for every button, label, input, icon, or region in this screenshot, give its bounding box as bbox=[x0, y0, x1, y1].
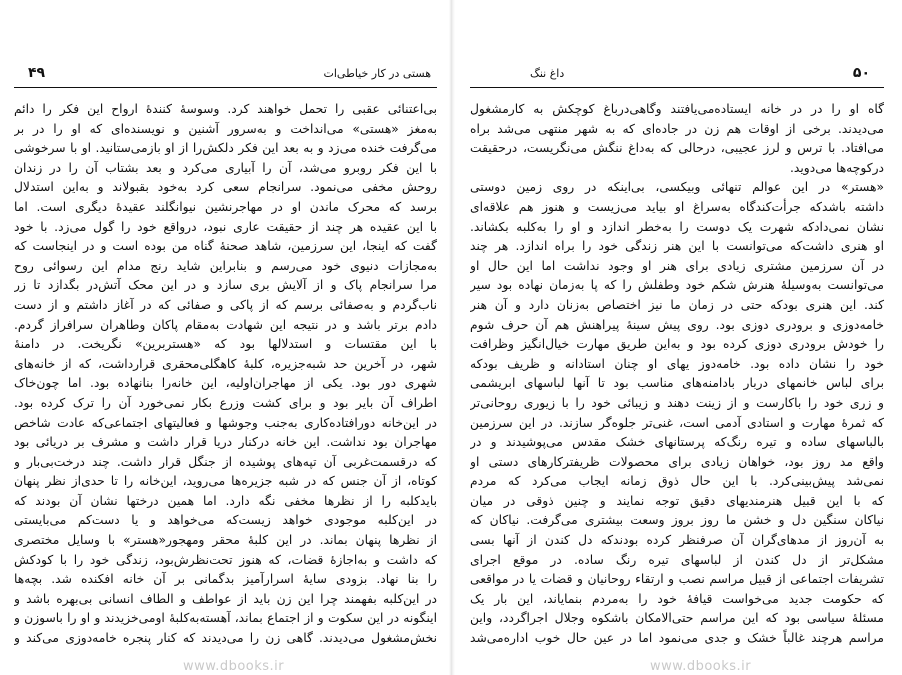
text-line: داشته باشدکه جرأت‌کندگاه به‌سراغ او بیاید می‌زیست و هنوز هم علاقه‌ای bbox=[470, 199, 884, 214]
text-line: می‌گرفت خنده می‌زد و به بعد این فکر دلکش‌را از او بازمی‌ستانید. او با سرخوشی bbox=[14, 141, 437, 156]
text-line: که با این قبیل هنرمندیهای دقیق توجه نمایند و چنین ذوقی در میان bbox=[470, 493, 884, 508]
text-line: بایدکلبه را از نظرها مخفی نگه دارد. اما همین درختها نشان آن بودند که bbox=[14, 493, 437, 508]
right-page-body bbox=[470, 100, 884, 649]
text-line: درکوچه‌ها می‌دوید. bbox=[790, 160, 884, 175]
text-line: بی‌اعتنائی عقبی را تحمل خواهند کرد. وسوسهٔ کنندهٔ ارواح این فکر را دائم bbox=[14, 102, 437, 116]
text-line: مرا سرانجام پاک و از آلایش بری سازد و در این محک آتش‌در بگدازد تا زر bbox=[14, 278, 437, 293]
text-line: برسد که محرک ماندن او در مهاجرنشین نیوانگلند عقیدهٔ دیگری است. اما bbox=[14, 199, 437, 214]
text-line: برای لباس خانمهای دربار بادامنه‌های مناسب بود تا آنها لباسهای ابریشمی bbox=[470, 376, 884, 391]
left-page-body bbox=[14, 100, 437, 649]
right-page bbox=[470, 0, 884, 675]
text-line: با این فکر روبرو می‌شد، آن را آبیاری می‌کرد و بعد بشتاب آن را در زندان bbox=[14, 160, 437, 175]
text-line: در آن سرزمین مشتری زیادی برای هنر او وجود نداشت اما این حال او bbox=[470, 258, 884, 273]
text-line: که حکومت جدید می‌خواست قیافهٔ خود را به‌مردم بنمایاند، این بار یک bbox=[470, 591, 884, 606]
text-line: که داشت و به‌اجازهٔ قضات، که هنوز تحت‌نظرش‌بود، زندگی خود را با کودکش bbox=[14, 552, 437, 567]
text-line: تشریفات اجتماعی از قبیل مراسم نصب و ارتقاء روحانیان و قضات یا در مواقعی bbox=[470, 572, 884, 587]
text-line: گاه او را در در خانه ایستاده‌می‌یافتند وگاهی‌درباغ کوچکش به کارمشغول bbox=[470, 102, 884, 116]
text-line: نمی‌شد پیش‌بینی‌کرد. با این حال ذوق زمانه ایجاب می‌کرد که مردم bbox=[470, 474, 884, 489]
watermark-right: www.dbooks.ir bbox=[650, 659, 752, 674]
text-line: نخش‌مشغول می‌دیدند. گاهی زن را می‌دیدند که کنار پنجره خامه‌دوزی می‌کند و bbox=[14, 631, 437, 646]
text-line: او هنری داشت‌که می‌توانست با این هنر زندگی خود را براه اندازد. هر چند bbox=[470, 239, 884, 254]
text-line: اطراف آن بایر بود و برای کشت وزرع بکار نمی‌خورد آن را ترک کرده بود. bbox=[14, 395, 437, 410]
text-line: با این عقیده هر چند از حقیقت عاری نبود، درواقع خود را گول می‌زد. با خود bbox=[14, 219, 437, 234]
text-line: ناب‌گردم و به‌صفائی برسم که از پاکی و صفائی که در آغاز داشتم و از دست bbox=[14, 297, 437, 312]
text-line: در این‌کلبه موجودی خواهد زیست‌که می‌خواهد و یا دست‌کم می‌بایستی bbox=[14, 513, 437, 528]
text-line: دادم برتر باشد و در نتیجه این شهادت به‌مقام پاکان وطاهران سرافراز گردم. bbox=[14, 317, 437, 332]
text-line: مهاجران بود نداشت. این خانه درکنار دریا قرار داشت و مشرف بر دریائی بود bbox=[14, 435, 437, 450]
text-line: کند. این هنری بودکه حتی در زمان ما نیز اختصاص به‌زنان دارد و آن هنر bbox=[470, 297, 884, 312]
text-line: «هستر» در این عوالم تنهائی وبیکسی، بی‌اینکه در روی زمین دوستی bbox=[470, 180, 884, 195]
text-line: با این مقتسات و استدلالها بود که «هستربرین» نگریخت. در دامنهٔ bbox=[14, 337, 437, 352]
text-line: شهری دور بود. یکی از مهاجران‌اولیه، این خانه‌را بنانهاده بود. اما چون‌خاک bbox=[14, 376, 437, 391]
left-page-header bbox=[14, 64, 437, 86]
text-line: به آن‌روز از مدهای‌گران آن صرفنظر کرده بودند‌که دل کندن از آنها بسی bbox=[470, 533, 884, 548]
left-page bbox=[14, 0, 437, 675]
text-line: نشان نمی‌دادکه شهرت یک دوست را به‌خطر اندازد و او را به‌کلبه بکشاند. bbox=[470, 219, 884, 234]
left-running-title: هستی در کار خیاطی‌ات bbox=[323, 67, 431, 80]
text-line: واقع مد روز بود، خواهان زیادی برای محصولات ظریفترکارهای دستی او bbox=[470, 454, 884, 469]
right-page-header bbox=[470, 64, 884, 86]
text-line: می‌دیدند. برخی از اوقات هم زن در جاده‌ای که به شهر منتهی می‌شد براه bbox=[470, 121, 884, 136]
text-line: و زری خود را باکارست و از زینت دهند و زیبائی خود را با زیوری روحانی‌تر bbox=[470, 395, 884, 410]
text-line: خامه‌دوزی و برودری دوزی بود. روی پیش سینهٔ پیراهنش هم آن حرف شوم bbox=[470, 317, 884, 332]
text-line: که ثمرهٔ مهارت و استادی آدمی است، غنی‌تر جلوه‌گر سازند. در این سرزمین bbox=[470, 415, 884, 430]
text-line: که درقسمت‌غربی آن تپه‌های پوشیده از جنگل قرار داشت. چند درخت‌بی‌بار و bbox=[14, 454, 437, 469]
left-page-number: ۴۹ bbox=[28, 65, 46, 81]
text-line: اینگونه در این سکوت و از اجتماع بماند، آهسته‌به‌کلبهٔ اومی‌خزیدند و او را باسوزن و bbox=[14, 611, 437, 626]
text-line: کوتاه، از آن جنس که در شبه جزیره‌ها می‌روید، این‌خانه را تا حدی‌از نظر پنهان bbox=[14, 474, 437, 489]
watermark-left: www.dbooks.ir bbox=[183, 659, 285, 674]
text-line: به‌مجازات دنیوی خود می‌رسم و بنابراین شاید رنج مدام این رسوائی روح bbox=[14, 258, 437, 273]
right-running-title: داغ ننگ bbox=[530, 67, 565, 80]
text-line: در این‌خانه دورافتاده‌کاری به‌جنب وجوشها و فعالیتهای اجتماعی‌که عادت شاخص bbox=[14, 415, 437, 430]
text-line: گفت که اینجا، این سرزمین، شاهد صحنهٔ گناه من بوده است و در اینجاست که bbox=[14, 239, 437, 254]
text-line: مشکل‌تر از دل کندن از لباسهای تیره رنگ ساده. در موقع اجرای bbox=[470, 552, 884, 567]
right-header-rule bbox=[470, 87, 884, 88]
text-line: خود را نشان داده بود. خامه‌دوز یهای او چنان استادانه و ظریف بودکه bbox=[470, 356, 884, 371]
left-header-rule bbox=[14, 87, 437, 88]
text-line: از نظرها پنهان بماند. در این کلبهٔ محقر و‌مهجور«هستر» با وسایل مختصری bbox=[14, 533, 437, 548]
text-line: مسئلهٔ سیاسی بود که این مراسم حتی‌الامکان باشکوه وجلال اجراگردد، واین bbox=[470, 611, 884, 626]
text-line: نیاکان سنگین دل و خشن ما روز بروز وسعت بیشتری می‌گرفت. نیاکان که bbox=[470, 513, 884, 528]
text-line: شهر، در آخرین حد شبه‌جزیره، کلبهٔ کاهگلی‌محقری قرارداشت، که از خانه‌های bbox=[14, 356, 437, 371]
text-line: بالباسهای ساده و تیره رنگ‌که پرستانهای خشک مقدس می‌پوشیدند و در bbox=[470, 435, 884, 450]
text-line: به‌مغز «هستی» می‌انداخت و به‌سرور آشنین و نویسنده‌ای که او را در بر bbox=[14, 121, 437, 136]
text-line: در این‌کلبه بفهمند چرا این زن باید از عواطف و الطاف انسانی بی‌بهره باشد و bbox=[14, 591, 437, 606]
right-page-number: ۵۰ bbox=[852, 65, 870, 81]
text-line: مراسم هرچند غالباً خشک و جدی می‌نمود اما در عین حال خوب اداره‌می‌شد bbox=[470, 631, 884, 646]
text-line: را خودش برودری دوزی کرده بود و به‌این طریق مهارت خیال‌انگیز وظرافت bbox=[470, 337, 884, 352]
text-line: را بنا نهاد. بزودی سایهٔ اسرارآمیز بدگمانی بر آن خانه افکنده شد. بچه‌ها bbox=[14, 572, 437, 587]
book-gutter bbox=[449, 0, 455, 675]
text-line: روحش مخفی می‌نمود. سرانجام سعی کرد به‌خود بقبولاند و به‌این استدلال bbox=[14, 180, 437, 195]
text-line: می‌توانست به‌وسیلهٔ هنرش شکم خود وطفلش را که پا به‌زمان نهاده بود سیر bbox=[470, 278, 884, 293]
text-line: می‌افتاد. با ترس و لرز عجیبی، درحالی که به‌داغ ننگش می‌نگریست، درحقیقت bbox=[470, 141, 884, 156]
